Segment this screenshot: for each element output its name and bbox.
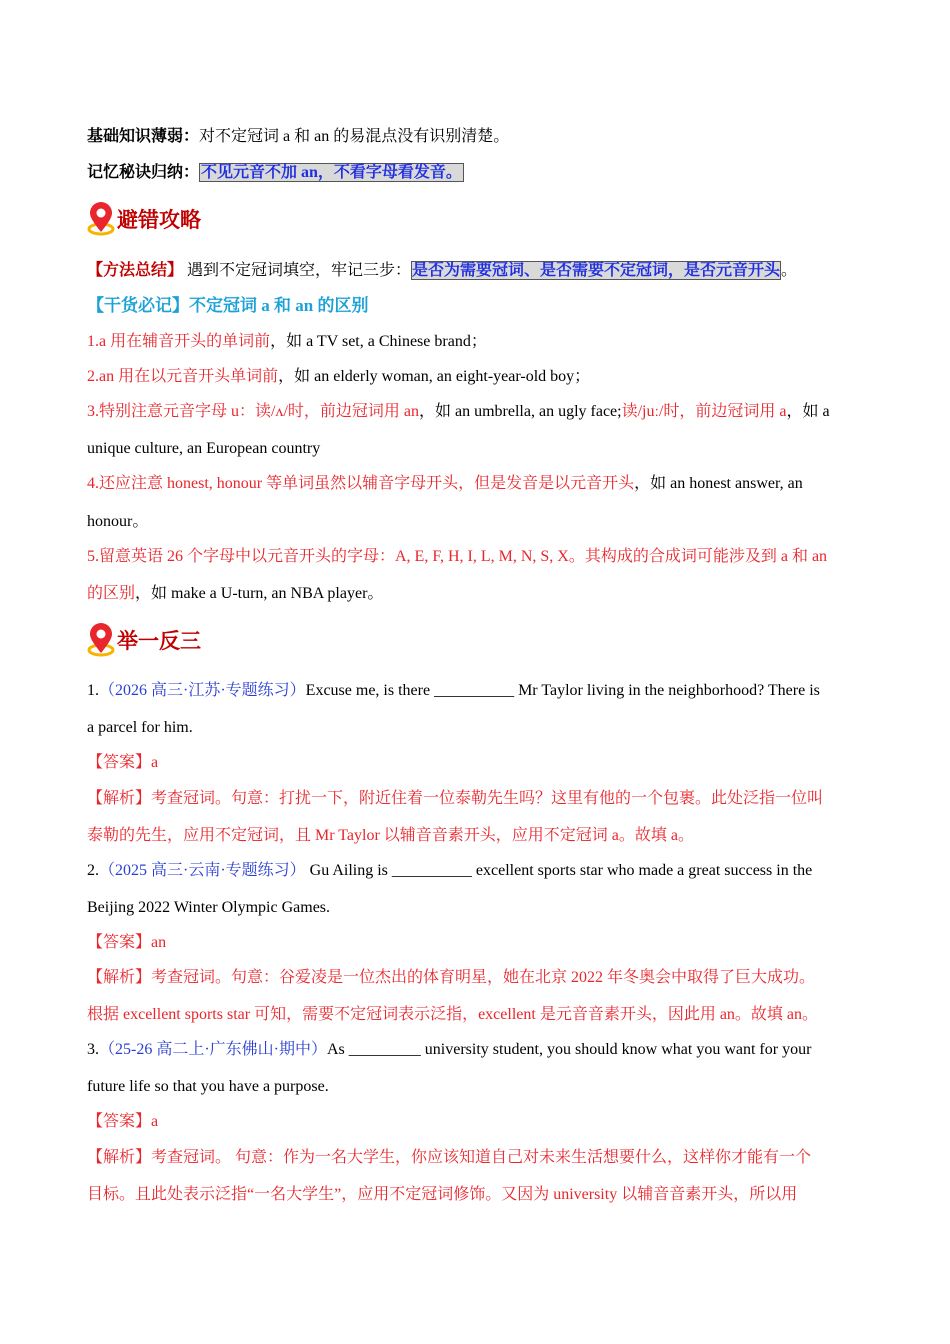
method-summary-line <box>87 261 797 281</box>
answer-2 <box>87 933 166 953</box>
analysis-label: 【解析】 <box>87 1149 152 1166</box>
method-end: 。 <box>781 262 798 279</box>
weak-text: 对不定冠词 a 和 an 的易混点没有识别清楚。 <box>199 128 510 145</box>
analysis-3-line-2: 目标。且此处表示泛指“一名大学生”，应用不定冠词修饰。又因为 university 以辅音音素开头，所以用 <box>87 1186 798 1203</box>
question-source: （25-26 高二上·广东佛山·期中） <box>99 1041 327 1058</box>
question-2-line-2: Beijing 2022 Winter Olympic Games. <box>87 899 331 916</box>
weak-knowledge-line <box>87 127 509 147</box>
rule-3-black-a: ，如 an umbrella, an ugly face; <box>419 403 622 420</box>
rule-5-line-2-black: ，如 make a U-turn, an NBA player。 <box>135 585 384 602</box>
rule-4-line-2: honour。 <box>87 513 149 530</box>
analysis-label: 【解析】 <box>87 969 152 986</box>
analysis-text: 考查冠词。句意：打扰一下，附近住着一位泰勒先生吗？这里有他的一个包裹。此处泛指一位叫 <box>151 790 824 807</box>
question-text: As _________ university student, you should know what you want for your <box>327 1041 812 1058</box>
analysis-1-line-2: 泰勒的先生，应用不定冠词，且 Mr Taylor 以辅音音素开头，应用不定冠词 a。故填 a。 <box>87 827 695 844</box>
question-number: 2. <box>87 862 99 879</box>
method-text: 遇到不定冠词填空，牢记三步： <box>183 262 412 279</box>
analysis-label: 【解析】 <box>87 790 152 807</box>
weak-label: 基础知识薄弱： <box>87 128 200 145</box>
rule-2-black: ，如 an elderly woman, an eight-year-old boy； <box>278 368 591 385</box>
question-number: 3. <box>87 1041 99 1058</box>
question-text: Gu Ailing is __________ excellent sports star who made a great success in the <box>305 862 813 879</box>
rule-3-black-b: ，如 a <box>786 403 830 420</box>
rule-5: 5.留意英语 26 个字母中以元音开头的字母：A, E, F, H, I, L, M, N, S, X。其构成的合成词可能涉及到 a 和 an <box>87 548 828 565</box>
location-pin-icon <box>87 202 115 236</box>
answer-3 <box>87 1112 158 1132</box>
analysis-1 <box>87 789 823 809</box>
method-label: 【方法总结】 <box>87 262 184 279</box>
rule-4-red: 4.还应注意 honest, honour 等单词虽然以辅音字母开头，但是发音是以元音开头 <box>87 475 635 492</box>
question-text: Excuse me, is there __________ Mr Taylor living in the neighborhood? There is <box>305 682 820 699</box>
rule-3 <box>87 402 830 422</box>
answer-value: a <box>151 1113 159 1130</box>
location-pin-icon <box>87 623 115 657</box>
analysis-text: 考查冠词。 句意：作为一名大学生，你应该知道自己对未来生活想要什么，这样你才能有一个 <box>151 1149 812 1166</box>
rule-5-line-2 <box>87 584 383 604</box>
method-highlight: 是否为需要冠词、是否需要不定冠词，是否元音开头 <box>412 262 781 279</box>
rule-1 <box>87 332 487 352</box>
question-source: （2026 高三·江苏·专题练习） <box>99 682 306 699</box>
rule-5-line-2-red: 的区别 <box>87 585 136 602</box>
section-title: 举一反三 <box>117 629 201 653</box>
question-2 <box>87 861 812 881</box>
rule-3-red-a: 3.特别注意元音字母 u：读/ʌ/时，前边冠词用 an <box>87 403 419 420</box>
question-1-line-2: a parcel for him. <box>87 719 193 736</box>
rule-1-black: ，如 a TV set, a Chinese brand； <box>270 333 487 350</box>
answer-1 <box>87 753 158 773</box>
dry-goods-title: 【干货必记】不定冠词 a 和 an 的区别 <box>87 296 369 315</box>
rule-3-line-2: unique culture, an European country <box>87 440 321 457</box>
rule-2-red: 2.an 用在以元音开头单词前 <box>87 368 279 385</box>
analysis-3 <box>87 1148 811 1168</box>
question-source: （2025 高三·云南·专题练习） <box>99 862 306 879</box>
answer-value: an <box>151 934 167 951</box>
answer-label: 【答案】 <box>87 1113 152 1130</box>
section-heading-avoid-errors <box>87 202 201 236</box>
analysis-2-line-2: 根据 excellent sports star 可知，需要不定冠词表示泛指，excellent 是元音音素开头，因此用 an。故填 an。 <box>87 1006 819 1023</box>
answer-label: 【答案】 <box>87 754 152 771</box>
question-3 <box>87 1040 811 1060</box>
analysis-2 <box>87 968 815 988</box>
memory-highlight: 不见元音不加 an，不看字母看发音。 <box>201 164 462 181</box>
analysis-text: 考查冠词。句意：谷爱凌是一位杰出的体育明星，她在北京 2022 年冬奥会中取得了巨大成功。 <box>151 969 816 986</box>
answer-value: a <box>151 754 159 771</box>
rule-2 <box>87 367 590 387</box>
rule-3-red-b: 读/juː/时，前边冠词用 a <box>621 403 787 420</box>
question-1 <box>87 681 820 701</box>
question-3-line-2: future life so that you have a purpose. <box>87 1078 329 1095</box>
memory-line <box>87 163 464 183</box>
question-number: 1. <box>87 682 99 699</box>
memory-label: 记忆秘诀归纳： <box>87 164 200 181</box>
rule-1-red: 1.a 用在辅音开头的单词前 <box>87 333 271 350</box>
section-heading-practice <box>87 623 201 657</box>
answer-label: 【答案】 <box>87 934 152 951</box>
rule-4 <box>87 474 803 494</box>
section-title: 避错攻略 <box>117 208 201 232</box>
rule-4-black: ，如 an honest answer, an <box>634 475 803 492</box>
